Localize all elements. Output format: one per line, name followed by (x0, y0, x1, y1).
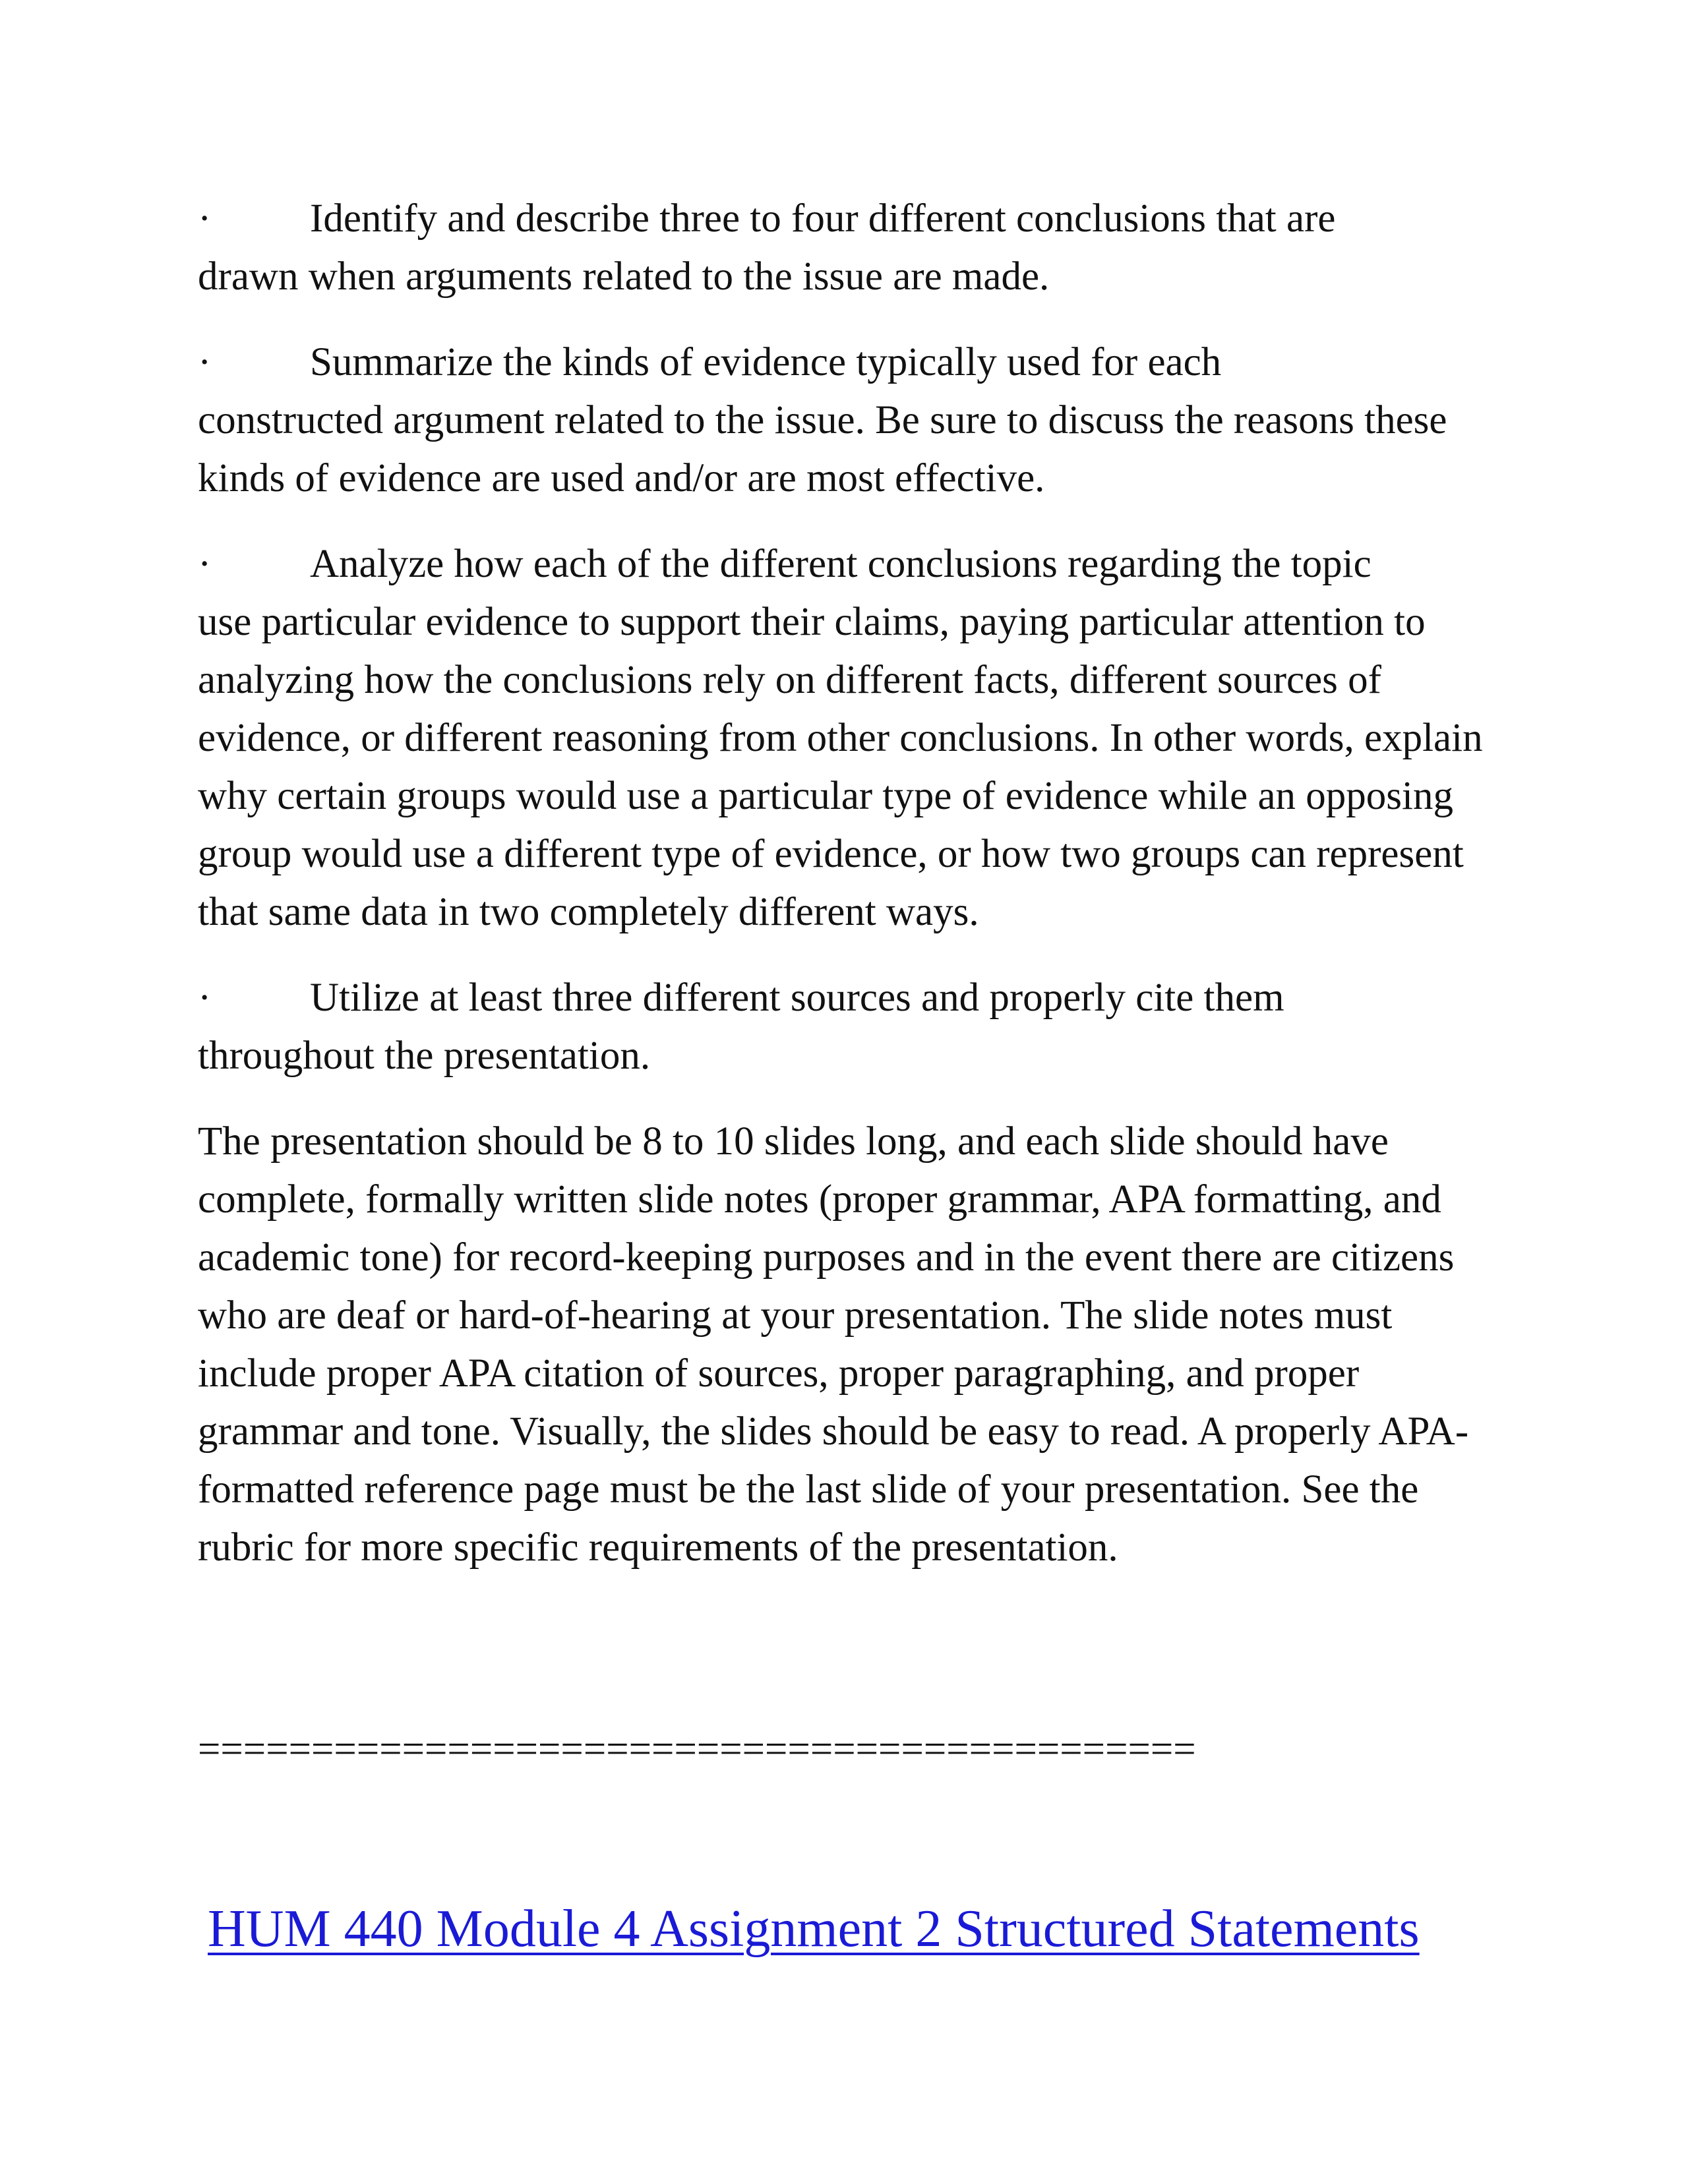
bullet-rest-text: use particular evidence to support their claims, paying particular attention to analyzing how the conclusions rely on different facts, different sources of evidence, or different reasoning from other conclusions. In other words, explain why certain groups would use a particular type of evidence while an opposing group would use a different type of evidence, or how two groups can represent that same data in two completely different ways. (198, 600, 1483, 934)
bullet-item-identify-conclusions (198, 190, 1490, 306)
bullet-item-utilize-sources (198, 969, 1490, 1085)
bullet-marker: · (198, 196, 212, 241)
presentation-requirements-paragraph: The presentation should be 8 to 10 slides long, and each slide should have complete, formally written slide notes (proper grammar, APA formatting, and academic tone) for record-keeping purposes and in the event there are citizens who are deaf or hard-of-hearing at your presentation. The slide notes must include proper APA citation of sources, proper paragraphing, and proper grammar and tone. Visually, the slides should be easy to read. A properly APA-formatted reference page must be the last slide of your presentation. See the rubric for more specific requirements of the presentation. (198, 1119, 1469, 1570)
bullet-rest-text: drawn when arguments related to the issue are made. (198, 254, 1050, 299)
bullet-lead-text: Utilize at least three different sources and properly cite them (310, 976, 1284, 1020)
bullet-marker: · (198, 976, 212, 1020)
bullet-marker: · (198, 340, 212, 384)
bullet-rest-text: throughout the presentation. (198, 1034, 651, 1078)
bullet-item-summarize-evidence (198, 334, 1490, 508)
bullet-lead-text: Summarize the kinds of evidence typically used for each (310, 340, 1222, 384)
bullet-lead-text: Identify and describe three to four different conclusions that are (310, 196, 1336, 241)
document-body (198, 190, 1490, 1605)
bullet-item-analyze-conclusions (198, 535, 1490, 941)
assignment-title-link[interactable]: HUM 440 Module 4 Assignment 2 Structured Statements (208, 1900, 1420, 1958)
bullet-marker: · (198, 542, 212, 586)
bullet-rest-text: constructed argument related to the issue. Be sure to discuss the reasons these kinds of evidence are used and/or are most effective. (198, 398, 1447, 500)
section-divider: ============================================ (198, 1727, 1196, 1771)
bullet-lead-text: Analyze how each of the different conclusions regarding the topic (310, 542, 1372, 586)
